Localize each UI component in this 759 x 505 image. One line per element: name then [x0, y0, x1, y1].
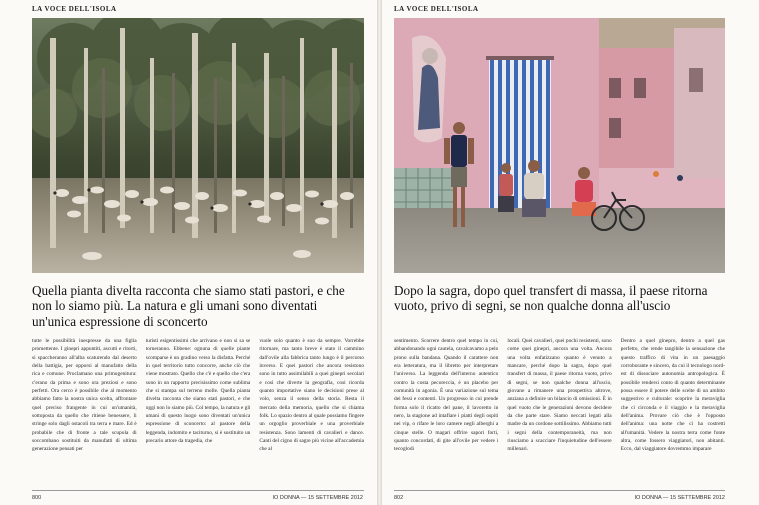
right-page: [382, 0, 759, 505]
running-head: LA VOCE DELL'ISOLA: [394, 5, 479, 13]
headline: Quella pianta divelta racconta che siamo stati pastori, e che non lo siamo più. La natura e gli umani sono diventati un'unica espressione di sconcerto: [32, 283, 345, 329]
footer-rule: [394, 490, 725, 491]
article-column-2: turisti esigentissimi che arrivano e non si sa se torneranno. Ebbene: ognuna di quelle piante scomparse è un gradino verso la disfatta. Perché in quel territorio tutto concorre, anche ciò che viene mostrato. Quello che c'è e quello che c'era sono in un rapporto precisissimo come sublima che si stampa sul terreno molle. Quella pianta divelta racconta che siamo stati pastori, e che oggi non lo siamo più. Col tempo, la natura e gli umani di questo luogo sono diventati un'unica espressione di sconcerto: al pastore della leggenda, indomito e taciturno, si è sostituito un precario attore da tragedia, che: [145, 338, 251, 445]
article-column-1: sentimento. Scorrere dentro quel tempo in cui, abbandonando ogni cautela, cavalcavamo a pelo prono sulla bandana. Quando il carattere non era letteratura, ma il libretto per interpretare l'universo. La leggenda dell'interno autentico contro la costa pecoreccia, è un placebo per comunità in agonia. È una variazione sul tema dei fessi e contenti. Un progresso in cui prende forma solo il ricatto del pane, il lavoretto in nero, la stagione ad intaflare i piatti degli ospiti nei vip, o rifare le loro camere negli alberghi a cinque stelle. O magari offrire sapori forti, quanto concordati, di gite all'ovile per vedere i tecoglodi: [394, 338, 499, 453]
page-number: 802: [394, 495, 404, 501]
article-columns: [32, 337, 364, 485]
page-number: 800: [32, 495, 42, 501]
running-head: LA VOCE DELL'ISOLA: [32, 5, 117, 13]
villagers-photo-image: [394, 18, 725, 273]
sheep-photo-image: [32, 18, 364, 273]
sheep-photo: [32, 18, 364, 273]
magazine-folio: IO DONNA — 15 SETTEMBRE 2012: [272, 495, 363, 501]
footer-rule: [32, 490, 364, 491]
article-column-3: Dentro a quel ginepro, dentro a quel gas perfetto, che rende tangibile la sensazione che questo traffico di vita in un paesaggio corroborante e sincero, da cui il tecnologo nord-est di dissociare autonomia antropologica. È possibile rendersi conto di quanto determinante possa essere il potere delle scelte di un ambito suggestivo e culturale: scoprire la meraviglia che ci circonda e il viaggio e la meraviglia dell'anima. Provare ciò che è l'opposto dell'anima: una notte che ci ha costretti all'umanità. Vedere la nostra terra come fonte altra, come fossero viaggiatori, non abitanti. Ecco, dal viaggiatore dovremmo imparare: [620, 338, 725, 453]
article-column-3: vuole solo quanto è suo da sempre. Vorrebbe ritornare, ma tanto breve è stato il cammino dall'ovile alla fabbrica tanto lungo è il percorso inverso. E quei pastori che ancora resistono sono in tutto assimilabili a quei ginepri secolari e così che diverte la geografia, cosi ricorda quanto importative siano le decisioni prese al volo, senza il senso della storia. Resta il mercato della memoria, quello che si chiama folk. Lo spazio dentro al quale possiamo fingere un orgoglio proverbiale e una proverbiale resistenza. Sono lamenti di cavalieri e dance. Canti del cigno di sagre più vicine all'accademia che al: [259, 338, 365, 453]
article-columns: [394, 337, 725, 485]
article-column-1: tutte le possibilità inespresse da una figlia promettente. I ginepri appuntiti, ascutti e ritorti, si spaccheranno all'alba scaturendo dal deserto della battigia, per opporsi al manufatto della rica e comune. Proclamano una primogenitura: c'erano da prima e sono ora preziosi e sono perfetti. Ora cerco è possibile che al momento abbiamo fatto la nostra unica scelta, affrontare quel preciso frangente in cui un'umanità, sottoposta da quello che ritiene benessere, li stringe solo dagli ostacoli tra terra e mare. Ed è probabile che di fronte a tale scupola di soccombano sostituiti da manufatti di ultima generazione pensati per: [32, 338, 137, 453]
villagers-photo: [394, 18, 725, 273]
article-column-2: locali. Quei cavalieri, quei pochi resistenti, sono come quei ginepri, ancora una volta. Ancora una volta enfatizzano quanto è venuto a mancare, perché dopo la sagra, dopo quel transfert di massa, il paese ritorna vuoto, privo di segni, se non qualche donna all'uscio, giovane a rimanere una prospettiva altrove, anziana a definire un bilancio di omissioni. È in quel vuoto che le generazioni devono decidere da che parte stare. Siamo neccati legati alla madre da un cordone sottilissimo. Abbiamo tutti i segni della contemporaneità, ma non riusciamo a scacciare l'inquietudine dell'essere millenari.: [507, 338, 612, 453]
magazine-folio: IO DONNA — 15 SETTEMBRE 2012: [634, 495, 725, 501]
left-page: [0, 0, 377, 505]
headline: Dopo la sagra, dopo quel transfert di massa, il paese ritorna vuoto, privo di segni, se non qualche donna all'uscio: [394, 283, 708, 314]
